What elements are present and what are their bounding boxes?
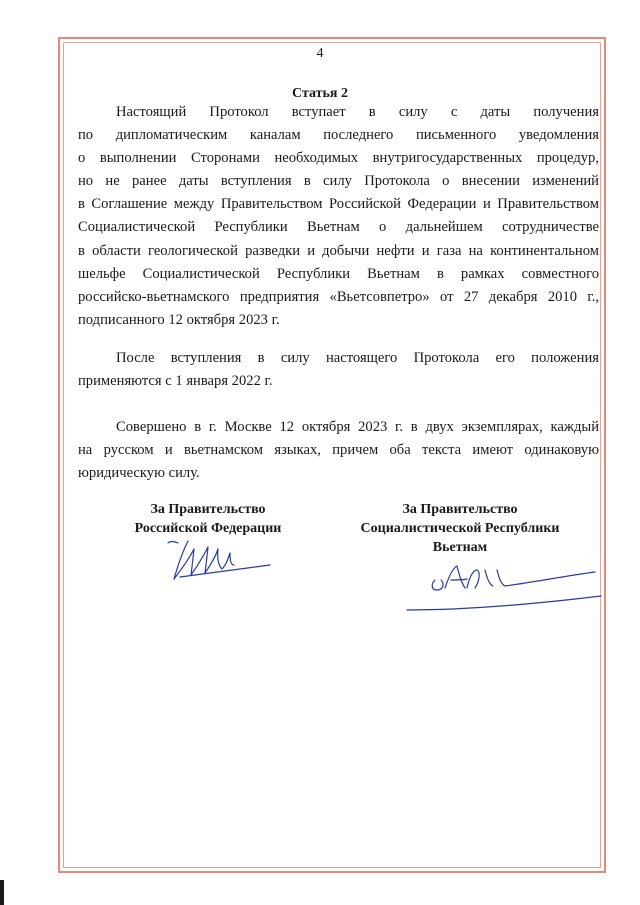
paragraph-line: Совершено в г. Москве 12 октября 2023 г. в двух экземплярах, каждый <box>116 419 599 435</box>
signature-caption-line: За Правительство <box>402 502 518 517</box>
signature-caption-line: Социалистической Республики <box>360 521 560 536</box>
signature-caption-line: Вьетнам <box>432 540 488 555</box>
signature-caption-line: За Правительство <box>150 502 266 517</box>
paragraph-line: Социалистической Республики Вьетнам о дальнейшем сотрудничестве <box>78 219 599 236</box>
signature-russia-handwritten <box>160 535 280 585</box>
paragraph-line: шельфе Социалистической Республики Вьетнам в рамках совместного <box>78 265 599 282</box>
signature-block-russia <box>118 500 298 538</box>
paragraph-line: юридическую силу. <box>78 465 200 482</box>
paragraph-line: Настоящий Протокол вступает в силу с даты получения <box>116 104 599 120</box>
page-number: 4 <box>316 46 324 61</box>
paragraph-line: на русском и вьетнамском языках, причем оба текста имеют одинаковую <box>78 442 599 459</box>
paragraph-line: в области геологической разведки и добычи нефти и газа на континентальном <box>78 242 599 259</box>
paragraph-line: российско-вьетнамского предприятия «Вьетсовпетро» от 27 декабря 2010 г., <box>78 288 599 305</box>
paragraph-line: по дипломатическим каналам последнего письменного уведомления <box>78 127 599 144</box>
signature-caption-line: Российской Федерации <box>134 521 282 536</box>
paragraph-done-at <box>78 416 599 485</box>
article-heading: Статья 2 <box>292 86 348 101</box>
scan-edge-mark <box>0 880 4 905</box>
signature-block-vietnam <box>340 500 580 557</box>
paragraph-line: но не ранее даты вступления в силу Протокола о внесении изменений <box>78 173 599 190</box>
paragraph-application <box>78 347 599 393</box>
paragraph-line: применяются с 1 января 2022 г. <box>78 373 273 390</box>
signature-vietnam-handwritten <box>405 560 605 620</box>
paragraph-entry-into-force <box>78 101 599 332</box>
paragraph-line: в Соглашение между Правительством Российской Федерации и Правительством <box>78 196 599 213</box>
paragraph-line: подписанного 12 октября 2023 г. <box>78 311 280 328</box>
paragraph-line: После вступления в силу настоящего Протокола его положения <box>116 350 599 366</box>
paragraph-line: о выполнении Сторонами необходимых внутригосударственных процедур, <box>78 150 599 167</box>
